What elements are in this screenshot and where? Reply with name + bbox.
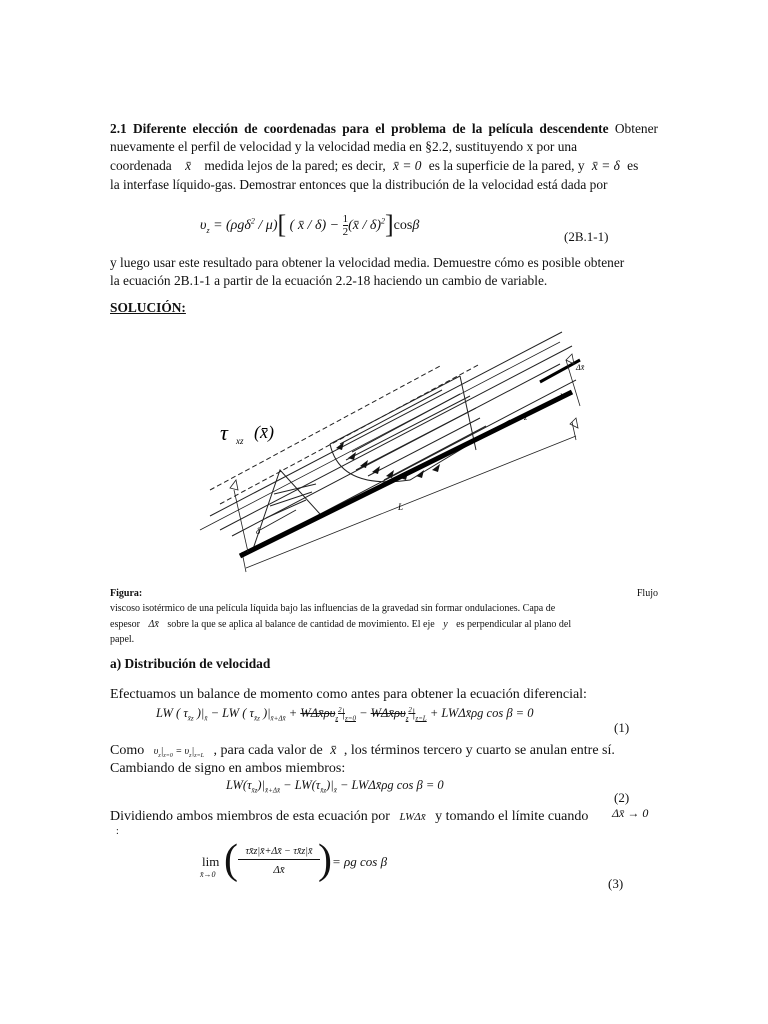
- L-label: L: [398, 502, 404, 512]
- delta-label: δ: [256, 526, 261, 536]
- caption-line3-b: sobre la que se aplica al balance de cantidad de movimiento. El eje: [167, 619, 435, 630]
- falling-film-figure: [180, 320, 600, 580]
- caption-line3-c: es perpendicular al plano del: [456, 619, 572, 630]
- shear-stress-triangle: [252, 470, 320, 552]
- equation-3: lim x̄→0 ( τx̄z|x̄+Δx̄ − τx̄z|x̄ Δx̄ ) = ρg cos β: [200, 837, 388, 883]
- problem-line5: y luego usar este resultado para obtener la velocidad media. Demuestre cómo es posible obtener: [110, 255, 625, 270]
- svg-text:xz: xz: [236, 436, 244, 446]
- problem-line3: [110, 157, 658, 175]
- equation-main-number: (2B.1-1): [564, 229, 609, 244]
- problem-line1-tail: Obtener: [614, 121, 658, 136]
- eq3-lim: lim: [202, 854, 220, 869]
- eq3-sub: x̄→0: [200, 870, 216, 879]
- dashed-line-1: [210, 366, 440, 490]
- equation-2: $LW(\tau_{x̄z})|_{x̄+\Delta x̄} - LW(\tau_{x̄z})|_{x̄}$ − LWΔx̄ρg cos β = 0: [226, 778, 444, 795]
- como-xbar: x̄: [330, 743, 337, 758]
- dividiendo-line: [110, 808, 658, 826]
- problem-line6: la ecuación 2B.1-1 a partir de la ecuación 2.2-18 haciendo un cambio de variable.: [110, 273, 548, 288]
- como-equation: $\upsilon_z|_{z=0} = \upsilon_z|_{z=L}$: [153, 746, 204, 759]
- tau-label: τ: [220, 420, 228, 445]
- x-label: x: [560, 390, 564, 400]
- dividiendo-a: Dividiendo ambos miembros de esta ecuación por: [110, 809, 390, 824]
- eq3-numerator: τx̄z|x̄+Δx̄ − τx̄z|x̄: [238, 846, 320, 860]
- como-word: Como: [110, 743, 145, 758]
- como-tail-b: , los términos tercero y cuarto se anulan entre sí.: [343, 743, 615, 758]
- problem-title: 2.1 Diferente elección de coordenadas para el problema de la película descendente: [110, 121, 609, 136]
- equation-3-number: (3): [608, 876, 624, 891]
- xbar-symbol: x̄: [185, 158, 192, 173]
- eq3-denominator: Δx̄: [273, 864, 285, 876]
- equation-main: $\upsilon_z = (\rho g\delta^2 / \mu)$[ ( x̄ / δ) − $\frac{1}{2}$ (x̄ / δ)$^2$]cosβ: [200, 210, 420, 239]
- eq3-rhs: = ρg cos β: [332, 854, 388, 869]
- section-a-para1: Efectuamos un balance de momento como antes para obtener la ecuación diferencial:: [110, 687, 587, 702]
- xbar-eq-delta: x̄ = δ: [591, 158, 620, 173]
- equation-1: LW ( $\tau_{x̄z}$ )$|_{x̄}$ − LW ( $\tau_{x̄z}$ )$|_{x̄+\Delta x̄}$ + $W\Delta x̄\rho\upsilon_z^2|_{z=0}$ − $W\Delta x̄\rho\upsilon_z^2|_{z=L}$ + LWΔx̄ρg cos β = 0: [156, 706, 534, 723]
- caption-y-symbol: y: [443, 619, 448, 630]
- caption-dx-symbol: Δx̄: [148, 619, 159, 630]
- z-label: z: [524, 413, 528, 422]
- problem-paragraph: [110, 120, 658, 156]
- figure-caption: [110, 586, 658, 601]
- limit-symbol: Δx̄ → 0: [612, 806, 649, 820]
- line3-c: es la superficie de la pared, y: [428, 158, 585, 173]
- line3-d: es: [627, 158, 639, 173]
- como-tail-a: , para cada valor de: [213, 743, 323, 758]
- dividiendo-b: y tomando el límite cuando: [435, 809, 589, 824]
- equation-2-number: (2): [614, 790, 630, 805]
- svg-text:(x̄): (x̄): [254, 422, 274, 442]
- xbar-eq-zero: x̄ = 0: [393, 158, 422, 173]
- dividiendo-symbol: LWΔx̄: [399, 811, 426, 823]
- problem-line4: la interfase líquido-gas. Demostrar entonces que la distribución de la velocidad está dada por: [110, 177, 608, 192]
- caption-line4: papel.: [110, 634, 135, 645]
- dx-label: Δx̄: [576, 363, 585, 372]
- solution-heading: SOLUCIÓN:: [110, 300, 186, 315]
- caption-line3: [110, 617, 658, 632]
- line3-a: coordenada: [110, 158, 172, 173]
- colon: :: [116, 826, 119, 837]
- problem-line2: nuevamente el perfil de velocidad y la velocidad media en §2.2, sustituyendo x por una: [110, 139, 578, 155]
- caption-label: Figura:: [110, 588, 143, 599]
- cambiando-line: Cambiando de signo en ambos miembros:: [110, 761, 346, 776]
- line3-b: medida lejos de la pared; es decir,: [204, 158, 386, 173]
- section-a-heading: a) Distribución de velocidad: [110, 656, 271, 671]
- caption-line2: viscoso isotérmico de una película líquida bajo las influencias de la gravedad sin formar ondulaciones. Capa de: [110, 603, 556, 614]
- caption-line3-a: espesor: [110, 619, 140, 630]
- equation-1-number: (1): [614, 720, 630, 735]
- L-dimension-line: [246, 436, 576, 568]
- caption-word-right: Flujo: [636, 588, 658, 599]
